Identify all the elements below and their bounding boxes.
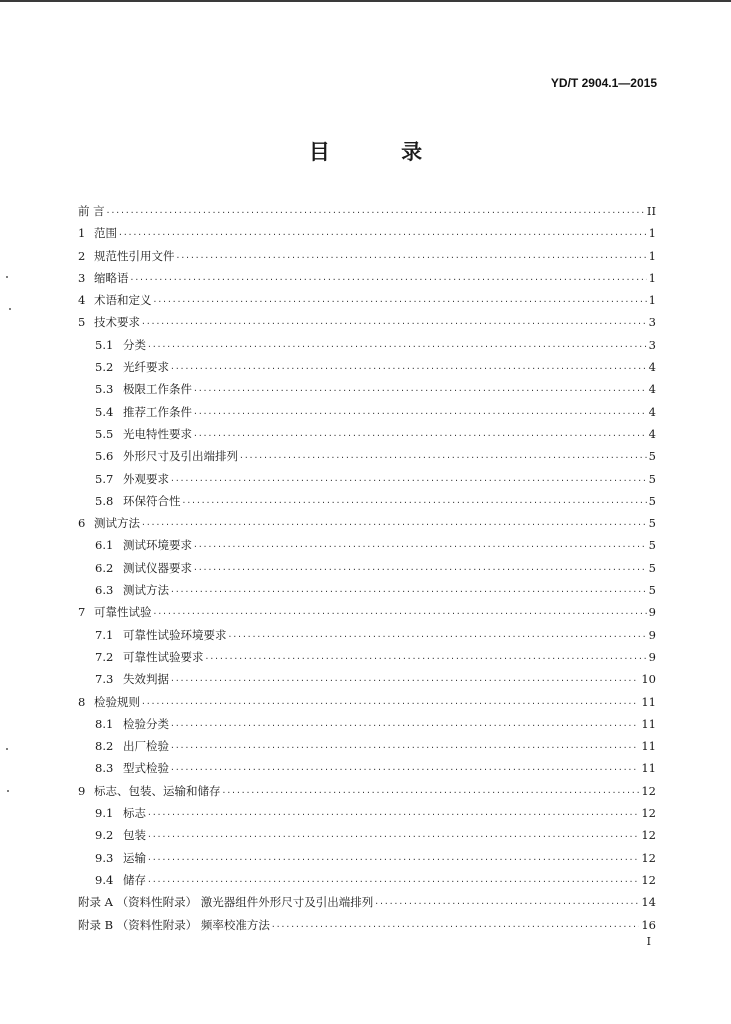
toc-entry-title: 测试环境要求 bbox=[123, 538, 192, 553]
dot-leader bbox=[193, 559, 647, 581]
toc-entry[interactable] bbox=[78, 401, 656, 423]
toc-entry[interactable] bbox=[78, 334, 656, 356]
dot-leader bbox=[147, 336, 647, 358]
toc-entry-title: 标志、包装、运输和储存 bbox=[94, 783, 221, 798]
toc-entry-page: 11 bbox=[641, 716, 656, 731]
toc-entry-page: 5 bbox=[648, 449, 656, 464]
toc-entry-number: 5.6 bbox=[95, 449, 114, 464]
toc-entry-page: 11 bbox=[641, 739, 656, 754]
toc-entry[interactable] bbox=[78, 646, 656, 668]
toc-entry-title: 光纤要求 bbox=[123, 360, 169, 375]
dot-leader bbox=[106, 202, 645, 224]
toc-entry-title: 术语和定义 bbox=[94, 293, 152, 308]
toc-entry[interactable] bbox=[78, 557, 656, 579]
toc-entry[interactable] bbox=[78, 468, 656, 490]
toc-entry[interactable] bbox=[78, 802, 656, 824]
toc-entry-title: 可靠性试验要求 bbox=[123, 649, 204, 664]
toc-entry-page: 5 bbox=[648, 493, 656, 508]
toc-entry-page: 4 bbox=[648, 382, 656, 397]
toc-entry-number: 6 bbox=[78, 516, 86, 531]
dot-leader bbox=[170, 358, 647, 380]
toc-entry-title: 运输 bbox=[123, 850, 146, 865]
toc-entry-title: 可靠性试验环境要求 bbox=[123, 627, 227, 642]
dot-leader bbox=[170, 737, 639, 759]
toc-entry-page: 11 bbox=[641, 761, 656, 776]
dot-leader bbox=[170, 470, 647, 492]
dot-leader bbox=[176, 247, 647, 269]
toc-entry-number: 5.8 bbox=[95, 493, 114, 508]
dot-leader bbox=[170, 715, 639, 737]
toc-entry-title: 极限工作条件 bbox=[123, 382, 192, 397]
toc-entry-title: 前 言 bbox=[78, 204, 105, 218]
toc-entry-number: 9.3 bbox=[95, 850, 114, 865]
scan-speck bbox=[9, 308, 11, 310]
toc-entry-page: 9 bbox=[648, 627, 656, 642]
toc-entry-title: 缩略语 bbox=[94, 270, 129, 285]
toc-entry-number: 8.1 bbox=[95, 716, 114, 731]
toc-entry-page: 12 bbox=[641, 850, 656, 865]
toc-entry-number: 7.1 bbox=[95, 627, 114, 642]
toc-entry[interactable] bbox=[78, 735, 656, 757]
scan-speck bbox=[7, 790, 9, 792]
toc-entry-number: 5.5 bbox=[95, 426, 114, 441]
dot-leader bbox=[182, 492, 647, 514]
toc-entry[interactable] bbox=[78, 891, 656, 913]
toc-entry-page: 5 bbox=[648, 538, 656, 553]
toc-entry[interactable] bbox=[78, 378, 656, 400]
toc-entry-number: 1 bbox=[78, 226, 86, 241]
toc-entry[interactable] bbox=[78, 869, 656, 891]
dot-leader bbox=[147, 826, 639, 848]
toc-entry-title: 光电特性要求 bbox=[123, 426, 192, 441]
dot-leader bbox=[141, 693, 639, 715]
toc-entry-number: 5.3 bbox=[95, 382, 114, 397]
dot-leader bbox=[193, 536, 647, 558]
toc-entry-page: II bbox=[646, 204, 656, 218]
toc-entry-number: 6.1 bbox=[95, 538, 114, 553]
dot-leader bbox=[170, 670, 639, 692]
toc-entry-number: 4 bbox=[78, 293, 86, 308]
toc-entry[interactable] bbox=[78, 423, 656, 445]
toc-entry-page: 4 bbox=[648, 360, 656, 375]
toc-entry-number: 8.2 bbox=[95, 739, 114, 754]
toc-entry-page: 12 bbox=[641, 806, 656, 821]
toc-entry[interactable] bbox=[78, 668, 656, 690]
dot-leader bbox=[141, 514, 647, 536]
toc-entry-page: 9 bbox=[648, 605, 656, 620]
toc-entry-page: 5 bbox=[648, 516, 656, 531]
dot-leader bbox=[118, 224, 647, 246]
toc-entry-page: 12 bbox=[641, 828, 656, 843]
toc-entry[interactable] bbox=[78, 222, 656, 244]
toc-entry[interactable] bbox=[78, 824, 656, 846]
toc-entry-title: 推荐工作条件 bbox=[123, 404, 192, 419]
toc-entry-page: 11 bbox=[641, 694, 656, 709]
toc-entry[interactable] bbox=[78, 490, 656, 512]
toc-entry-number: 7.2 bbox=[95, 649, 114, 664]
toc-entry[interactable] bbox=[78, 847, 656, 869]
toc-entry-title: 分类 bbox=[123, 337, 146, 352]
page-title: 目 录 bbox=[308, 140, 455, 164]
toc-entry-number: 2 bbox=[78, 248, 86, 263]
toc-entry[interactable] bbox=[78, 200, 656, 222]
toc-entry[interactable] bbox=[78, 624, 656, 646]
toc-entry-number: 7.3 bbox=[95, 672, 114, 687]
toc-entry-page: 1 bbox=[648, 270, 656, 285]
toc-entry[interactable] bbox=[78, 534, 656, 556]
toc-entry-page: 3 bbox=[648, 315, 656, 330]
toc-entry-title: 规范性引用文件 bbox=[94, 248, 175, 263]
toc-entry[interactable] bbox=[78, 757, 656, 779]
dot-leader bbox=[170, 759, 639, 781]
dot-leader bbox=[170, 581, 647, 603]
toc-entry-number: 6.2 bbox=[95, 560, 114, 575]
toc-entry[interactable] bbox=[78, 311, 656, 333]
toc-entry-title: 测试仪器要求 bbox=[123, 560, 192, 575]
toc-entry-number: 9.2 bbox=[95, 828, 114, 843]
toc-entry-number: 8.3 bbox=[95, 761, 114, 776]
toc-entry-title: 环保符合性 bbox=[123, 493, 181, 508]
dot-leader bbox=[147, 871, 639, 893]
dot-leader bbox=[193, 403, 647, 425]
dot-leader bbox=[193, 380, 647, 402]
toc-entry-title: 型式检验 bbox=[123, 761, 169, 776]
toc-entry-title: 出厂检验 bbox=[123, 739, 169, 754]
toc-entry-number: 5.4 bbox=[95, 404, 114, 419]
toc-entry-title: 附录 B （资料性附录） 频率校准方法 bbox=[78, 917, 270, 932]
toc-entry[interactable] bbox=[78, 445, 656, 467]
toc-entry-number: 3 bbox=[78, 270, 86, 285]
scan-speck bbox=[6, 748, 8, 750]
toc-entry-number: 9.4 bbox=[95, 872, 114, 887]
toc-entry[interactable] bbox=[78, 245, 656, 267]
toc-entry-number: 8 bbox=[78, 694, 86, 709]
dot-leader bbox=[193, 425, 647, 447]
toc-entry-title: 测试方法 bbox=[123, 583, 169, 598]
dot-leader bbox=[374, 893, 639, 915]
toc-entry-number: 6.3 bbox=[95, 583, 114, 598]
dot-leader bbox=[153, 291, 647, 313]
toc-entry[interactable] bbox=[78, 914, 656, 936]
toc-entry-title: 附录 A （资料性附录） 激光器组件外形尺寸及引出端排列 bbox=[78, 895, 374, 910]
toc-entry-page: 4 bbox=[648, 404, 656, 419]
toc-entry[interactable] bbox=[78, 267, 656, 289]
toc-entry-title: 技术要求 bbox=[94, 315, 140, 330]
toc-entry-title: 范围 bbox=[94, 226, 117, 241]
toc-entry-title: 外形尺寸及引出端排列 bbox=[123, 449, 238, 464]
toc-entry-title: 可靠性试验 bbox=[94, 605, 152, 620]
top-border-rule bbox=[0, 0, 731, 2]
toc-entry[interactable] bbox=[78, 691, 656, 713]
toc-entry-page: 10 bbox=[641, 672, 656, 687]
toc-entry[interactable] bbox=[78, 713, 656, 735]
toc-entry-title: 检验分类 bbox=[123, 716, 169, 731]
dot-leader bbox=[147, 804, 639, 826]
toc-entry[interactable] bbox=[78, 579, 656, 601]
toc-entry-title: 检验规则 bbox=[94, 694, 140, 709]
dot-leader bbox=[222, 782, 640, 804]
toc-entry-page: 5 bbox=[648, 471, 656, 486]
toc-entry-number: 5.7 bbox=[95, 471, 114, 486]
dot-leader bbox=[228, 626, 647, 648]
table-of-contents bbox=[78, 200, 656, 936]
toc-entry-title: 标志 bbox=[123, 806, 146, 821]
toc-entry[interactable] bbox=[78, 601, 656, 623]
dot-leader bbox=[141, 313, 647, 335]
scan-speck bbox=[6, 276, 8, 278]
page-number: I bbox=[646, 935, 651, 948]
toc-entry-page: 1 bbox=[648, 293, 656, 308]
toc-entry-number: 9 bbox=[78, 783, 86, 798]
toc-entry-page: 1 bbox=[648, 248, 656, 263]
dot-leader bbox=[205, 648, 647, 670]
toc-entry-page: 4 bbox=[648, 426, 656, 441]
toc-entry[interactable] bbox=[78, 356, 656, 378]
toc-entry-page: 16 bbox=[641, 917, 656, 932]
toc-entry-title: 储存 bbox=[123, 872, 146, 887]
toc-entry-title: 包装 bbox=[123, 828, 146, 843]
dot-leader bbox=[130, 269, 647, 291]
toc-entry-page: 12 bbox=[641, 872, 656, 887]
standard-code: YD/T 2904.1—2015 bbox=[550, 76, 657, 90]
toc-entry[interactable] bbox=[78, 780, 656, 802]
toc-entry-number: 5.1 bbox=[95, 337, 114, 352]
toc-entry-page: 14 bbox=[641, 895, 656, 910]
toc-entry-number: 5.2 bbox=[95, 360, 114, 375]
toc-entry-title: 外观要求 bbox=[123, 471, 169, 486]
toc-entry-title: 失效判据 bbox=[123, 672, 169, 687]
toc-entry[interactable] bbox=[78, 289, 656, 311]
toc-entry-page: 5 bbox=[648, 583, 656, 598]
toc-entry-number: 9.1 bbox=[95, 806, 114, 821]
toc-entry-page: 3 bbox=[648, 337, 656, 352]
dot-leader bbox=[239, 447, 647, 469]
toc-entry-number: 7 bbox=[78, 605, 86, 620]
toc-entry-number: 5 bbox=[78, 315, 86, 330]
toc-entry-page: 9 bbox=[648, 649, 656, 664]
dot-leader bbox=[147, 849, 639, 871]
toc-entry-page: 1 bbox=[648, 226, 656, 241]
toc-entry[interactable] bbox=[78, 512, 656, 534]
toc-entry-page: 5 bbox=[648, 560, 656, 575]
toc-entry-title: 测试方法 bbox=[94, 516, 140, 531]
toc-entry-page: 12 bbox=[641, 783, 656, 798]
dot-leader bbox=[153, 603, 647, 625]
dot-leader bbox=[271, 916, 639, 938]
